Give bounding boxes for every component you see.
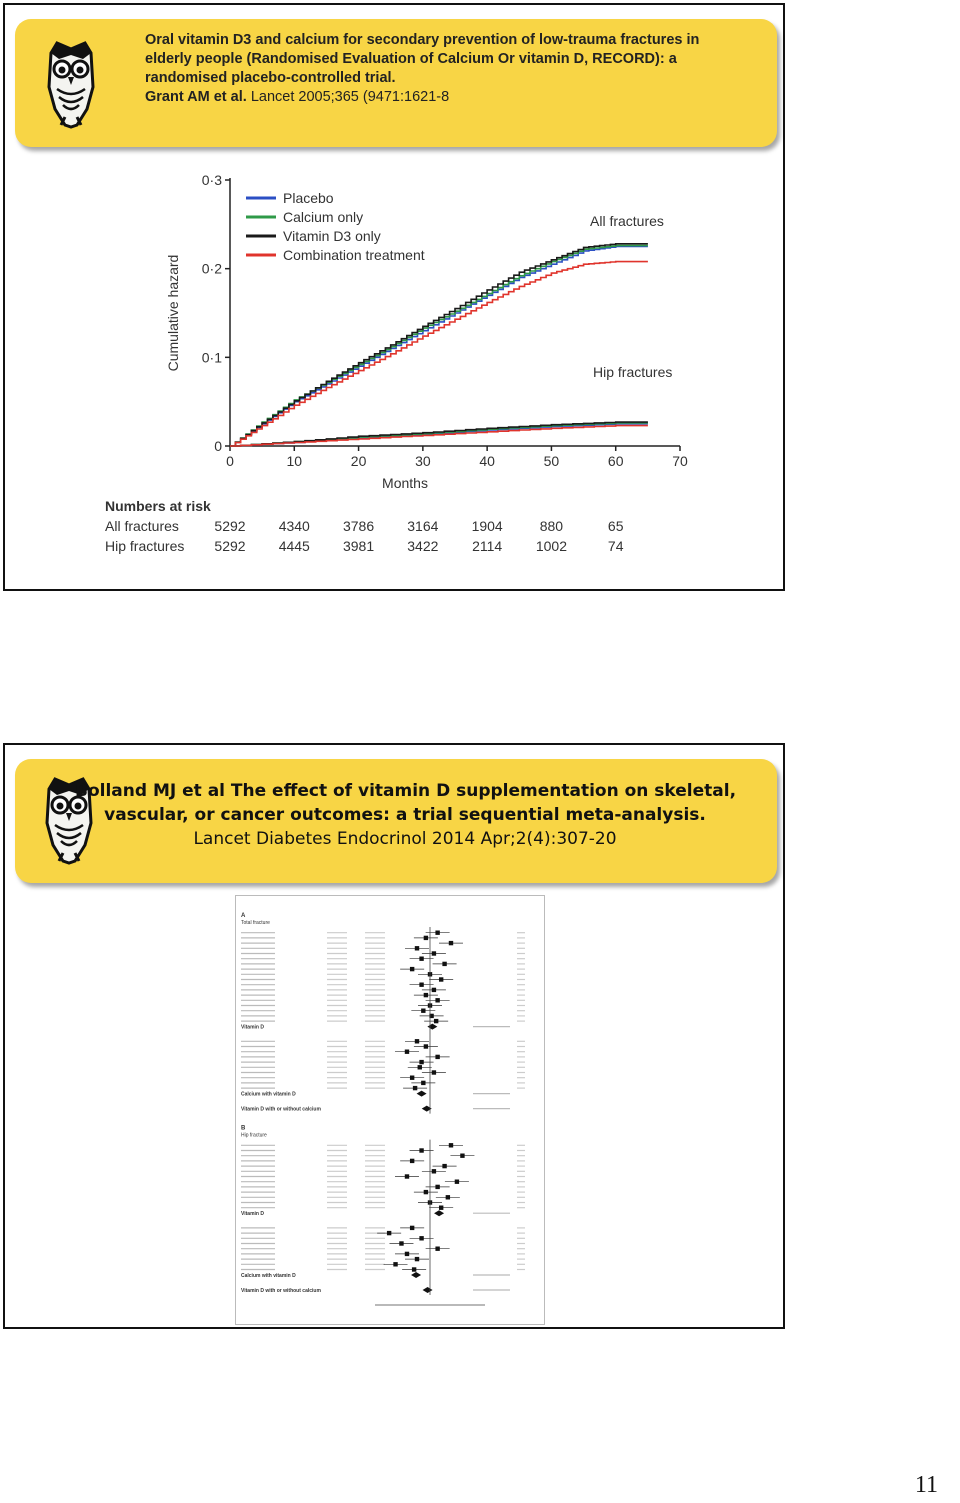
study-estimate xyxy=(434,1019,438,1023)
title-line: elderly people (Randomised Evaluation of Calcium Or vitamin D, RECORD): a xyxy=(145,51,677,67)
study-estimate xyxy=(387,1231,391,1235)
group-summary-label: Vitamin D xyxy=(241,1211,264,1218)
x-tick-label: 70 xyxy=(672,453,688,469)
x-tick-label: 0 xyxy=(226,453,234,469)
y-tick-label: 0 xyxy=(214,438,222,454)
slide-1 xyxy=(3,3,785,591)
group-summary-label: Vitamin D with or without calcium xyxy=(241,1288,321,1294)
study-estimate xyxy=(421,1081,425,1085)
study-estimate xyxy=(424,1190,428,1194)
y-tick-label: 0·2 xyxy=(201,260,222,277)
study-reference xyxy=(75,779,735,851)
title-line: randomised placebo-controlled trial. xyxy=(145,70,396,86)
series-line-all-fractures xyxy=(230,246,648,446)
title-banner xyxy=(15,19,777,147)
citation-authors: Grant AM et al. xyxy=(145,89,247,105)
risk-table-cell: 5292 xyxy=(214,538,246,554)
series-line-all-fractures xyxy=(230,244,648,446)
risk-table-cell: 1002 xyxy=(535,538,568,554)
x-tick-label: 20 xyxy=(350,453,367,469)
study-estimate xyxy=(449,941,453,945)
study-estimate xyxy=(419,957,423,961)
cumulative-hazard-chart xyxy=(100,163,700,563)
study-estimate xyxy=(442,962,446,966)
citation-journal: Lancet 2005;365 (9471:1621-8 xyxy=(246,89,450,105)
risk-table-row-label: All fractures xyxy=(105,518,179,534)
panel-title: Hip fracture xyxy=(241,1132,267,1139)
study-estimate xyxy=(442,1164,446,1168)
risk-table-cell: 4340 xyxy=(278,518,310,534)
study-estimate xyxy=(405,1050,409,1054)
study-estimate xyxy=(446,1195,450,1199)
series-line-all-fractures xyxy=(230,262,648,446)
x-tick-label: 30 xyxy=(415,453,431,469)
series-line-all-fractures xyxy=(230,247,648,447)
title-line: Bolland MJ et al The effect of vitamin D supplementation on skeletal, xyxy=(75,781,737,801)
study-estimate xyxy=(412,1267,416,1271)
slide-2 xyxy=(3,743,785,1329)
risk-table-cell: 3164 xyxy=(407,518,439,534)
study-estimate xyxy=(432,1169,436,1173)
risk-table-cell: 5292 xyxy=(214,518,246,534)
study-estimate xyxy=(449,1143,453,1147)
citation xyxy=(145,88,765,107)
study-estimate xyxy=(421,1009,425,1013)
title-line: Oral vitamin D3 and calcium for secondary prevention of low-trauma fractures in xyxy=(145,32,700,48)
y-tick-label: 0·3 xyxy=(201,172,222,188)
study-estimate xyxy=(419,1060,423,1064)
study-estimate xyxy=(435,1055,439,1059)
panel-label: A xyxy=(241,913,246,919)
legend-label: Combination treatment xyxy=(283,247,425,263)
study-estimate xyxy=(432,951,436,955)
annotation-all-fractures: All fractures xyxy=(590,213,664,229)
study-estimate xyxy=(419,983,423,987)
risk-table-cell: 2114 xyxy=(472,538,503,554)
study-estimate xyxy=(405,1252,409,1256)
study-estimate xyxy=(432,1070,436,1074)
study-estimate xyxy=(439,1206,443,1210)
study-estimate xyxy=(418,1065,422,1069)
citation: Lancet Diabetes Endocrinol 2014 Apr;2(4):307-20 xyxy=(193,829,617,849)
panel-title: Total fracture xyxy=(241,920,270,926)
legend-label: Placebo xyxy=(283,190,334,206)
annotation-hip-fractures: Hip fractures xyxy=(593,364,673,380)
x-tick-label: 50 xyxy=(543,453,560,469)
study-estimate xyxy=(399,1241,403,1245)
group-summary-label: Vitamin D xyxy=(241,1024,264,1031)
study-estimate xyxy=(405,1174,409,1178)
y-axis-label: Cumulative hazard xyxy=(165,254,181,372)
group-summary-label: Vitamin D with or without calcium xyxy=(241,1106,321,1113)
study-estimate xyxy=(419,1236,423,1240)
study-estimate xyxy=(415,946,419,950)
title-banner xyxy=(15,759,777,883)
risk-table-title: Numbers at risk xyxy=(105,498,211,514)
study-estimate xyxy=(424,993,428,997)
owl-logo-icon xyxy=(47,39,95,129)
risk-table-cell: 4445 xyxy=(278,538,310,554)
study-estimate xyxy=(410,1226,414,1230)
study-estimate xyxy=(415,1039,419,1043)
study-estimate xyxy=(410,967,414,971)
study-estimate xyxy=(460,1154,464,1158)
y-tick-label: 0·1 xyxy=(201,349,222,366)
risk-table-cell: 65 xyxy=(607,518,624,534)
risk-table-cell: 3422 xyxy=(407,538,439,554)
legend-label: Vitamin D3 only xyxy=(283,228,381,244)
title-line: vascular, or cancer outcomes: a trial sequential meta-analysis. xyxy=(104,805,706,825)
risk-table-cell: 1904 xyxy=(471,518,503,534)
study-estimate xyxy=(435,1185,439,1189)
study-estimate xyxy=(415,1257,419,1261)
x-tick-label: 10 xyxy=(286,453,303,469)
study-estimate xyxy=(410,1159,414,1163)
study-estimate xyxy=(393,1262,397,1266)
panel-label: B xyxy=(241,1125,246,1132)
x-tick-label: 40 xyxy=(479,453,495,469)
study-estimate xyxy=(424,936,428,940)
group-summary-label: Calcium with vitamin D xyxy=(241,1091,296,1098)
study-estimate xyxy=(424,1044,428,1048)
risk-table-cell: 880 xyxy=(539,518,564,534)
x-tick-label: 60 xyxy=(607,453,624,469)
study-estimate xyxy=(435,931,439,935)
study-estimate xyxy=(413,1086,417,1090)
forest-plot xyxy=(235,895,545,1325)
risk-table-cell: 74 xyxy=(607,538,624,554)
risk-table-cell: 3981 xyxy=(342,538,375,554)
study-estimate xyxy=(455,1180,459,1184)
study-estimate xyxy=(435,998,439,1002)
x-axis-label: Months xyxy=(382,475,428,491)
study-estimate xyxy=(435,1247,439,1251)
group-summary-label: Calcium with vitamin D xyxy=(241,1273,296,1279)
legend-label: Calcium only xyxy=(283,209,364,225)
study-reference xyxy=(145,31,765,107)
series-line-hip-fractures xyxy=(230,426,648,446)
risk-table-cell: 3786 xyxy=(342,518,375,534)
study-estimate xyxy=(432,988,436,992)
page-number: 11 xyxy=(914,1472,938,1498)
risk-table-row-label: Hip fractures xyxy=(105,538,185,554)
study-estimate xyxy=(419,1148,423,1152)
study-estimate xyxy=(439,977,443,981)
study-estimate xyxy=(410,1076,414,1080)
